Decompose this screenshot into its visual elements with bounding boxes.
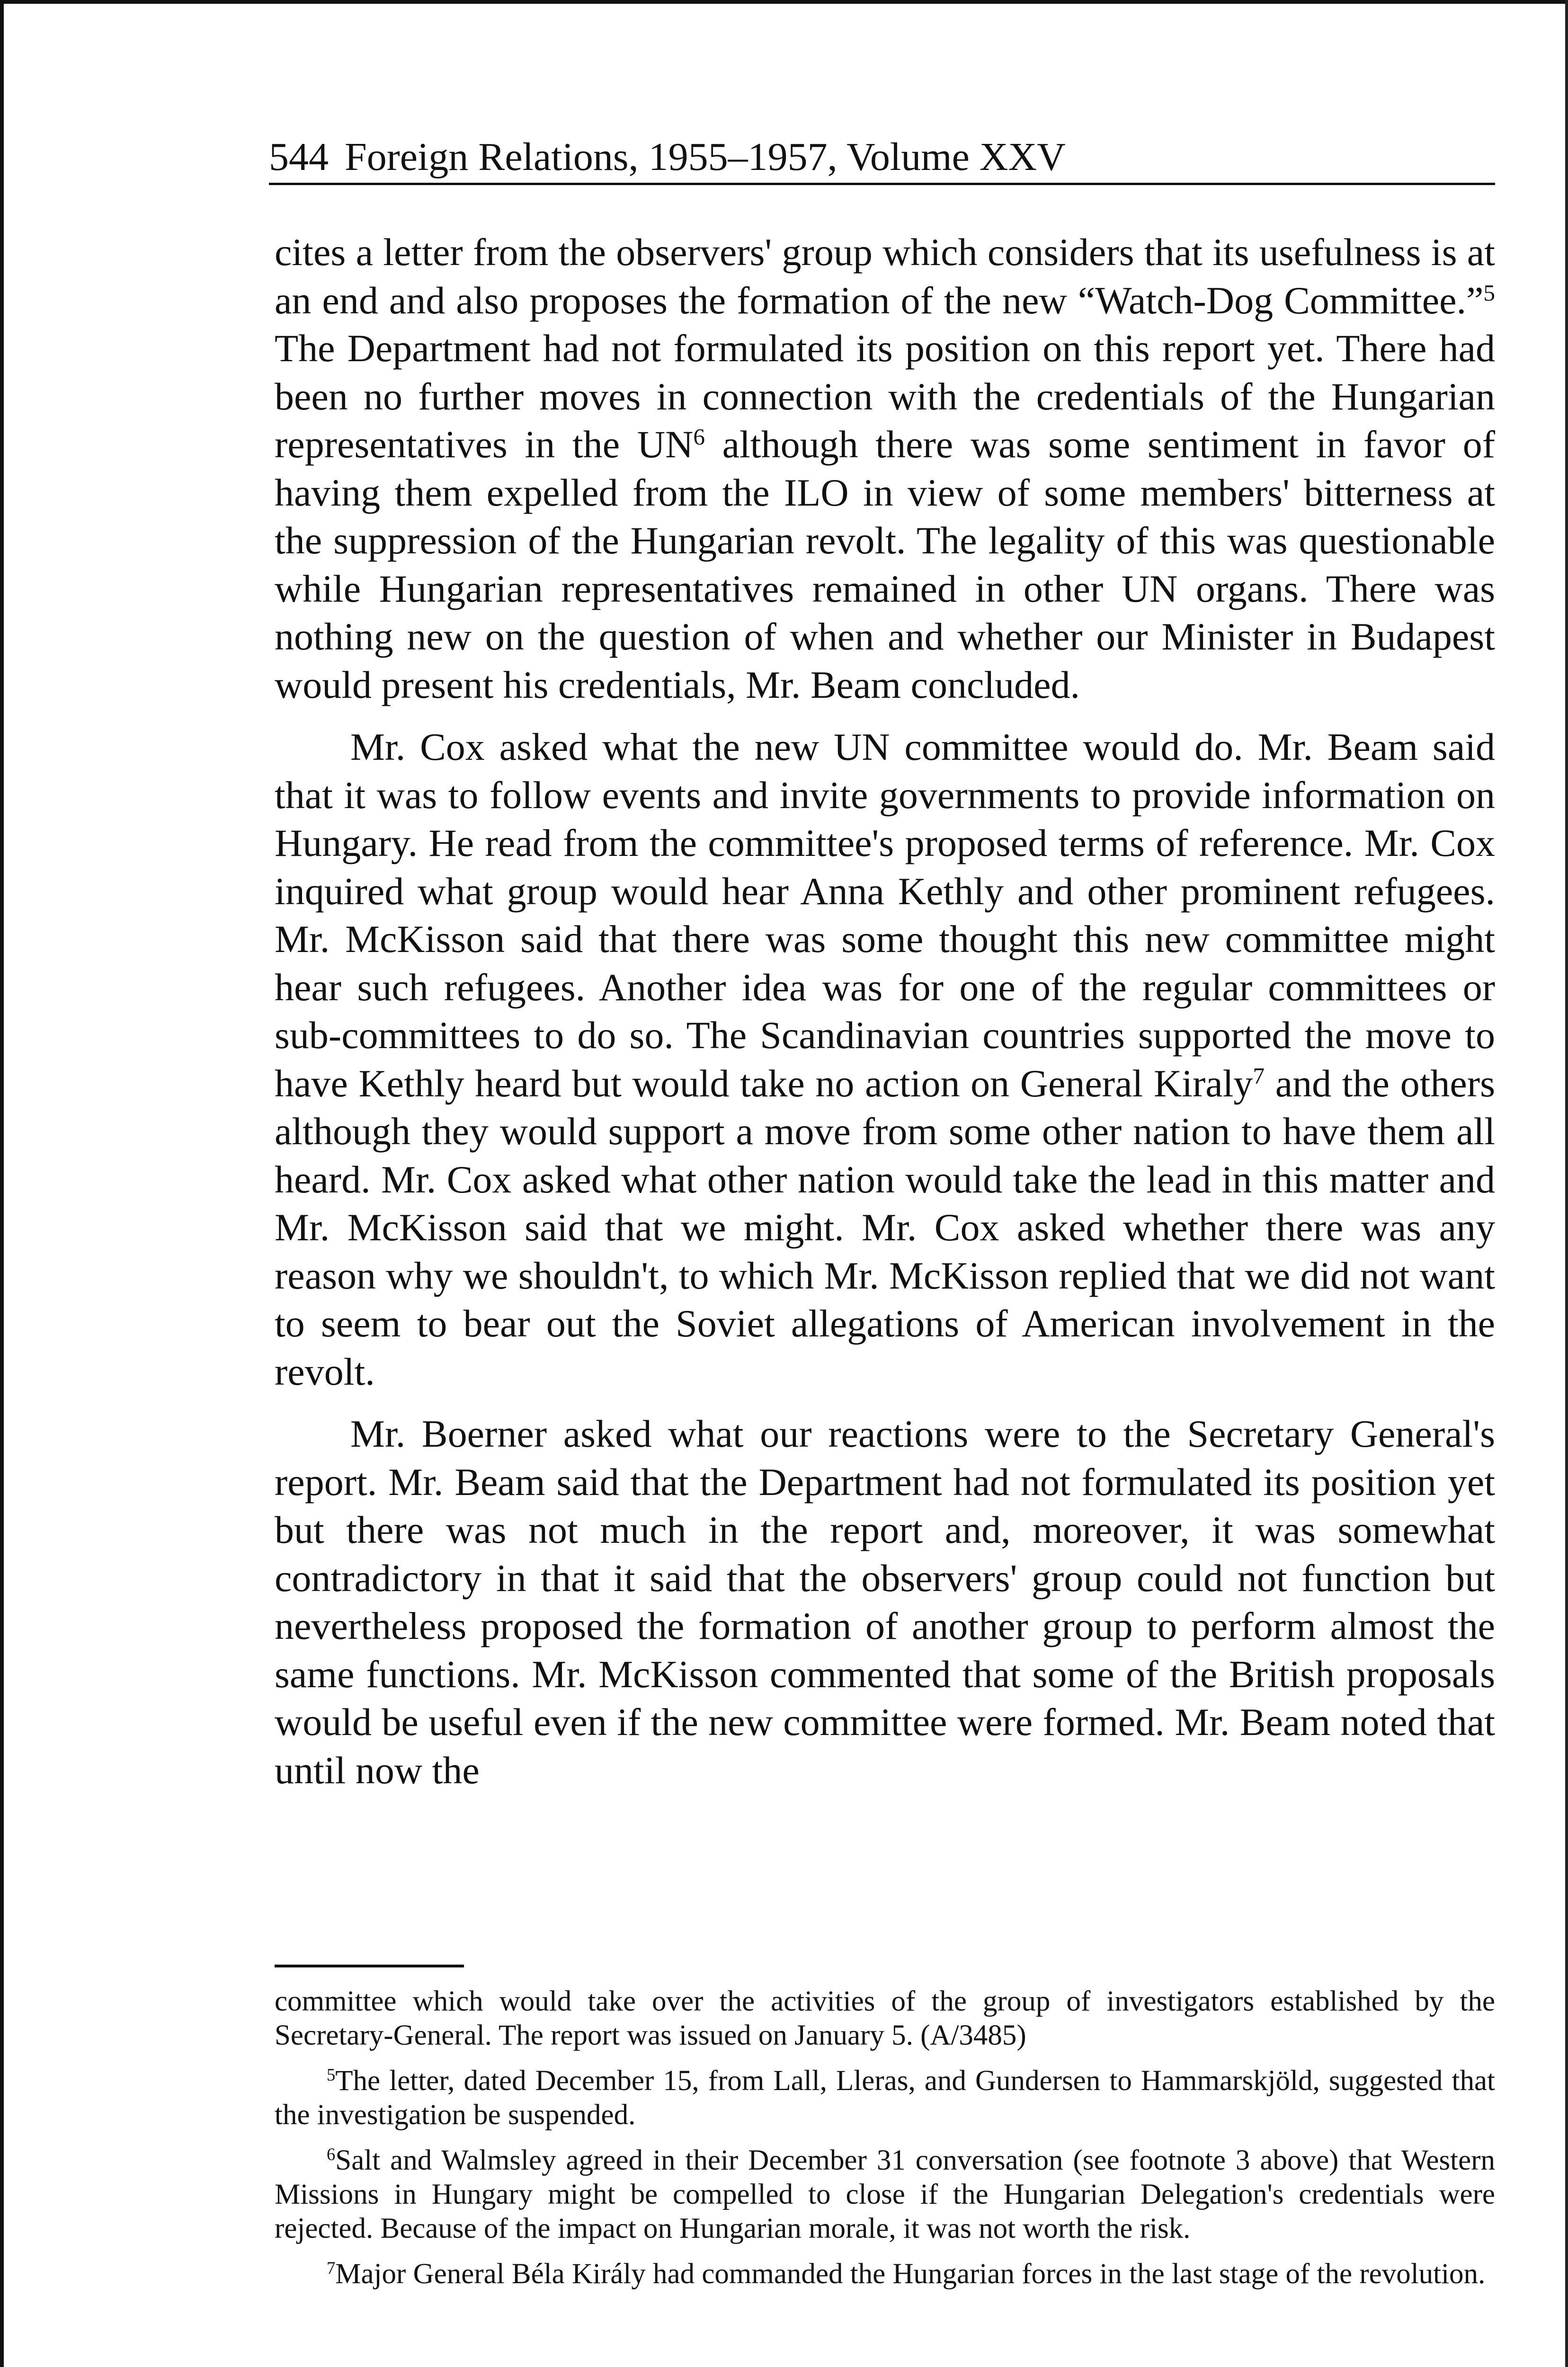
footnote-ref-6: 6 — [693, 423, 705, 450]
paragraph-1-part-c: although there was some sentiment in favor of having them expelled from the ILO in view of some members' bitterness at the suppression of the Hungarian revolt. The legality of this was questionable while Hungarian representatives remained in other UN organs. There was nothing new on the question of when and whether our Minister in Budapest would present his credentials, Mr. Beam concluded. — [275, 423, 1496, 706]
footnote-6-text: Salt and Walmsley agreed in their December 31 conversation (see footnote 3 above) that Western Missions in Hungary might be compelled to close if the Hungarian Delegation's credentials were rejected. Because of the impact on Hungarian morale, it was not worth the risk. — [275, 2145, 1495, 2244]
footnote-5 — [275, 2064, 1495, 2132]
footnote-ref-7: 7 — [1253, 1062, 1265, 1089]
scan-border-top — [0, 0, 1568, 4]
page-number: 544 — [269, 135, 329, 179]
footnote-5-text: The letter, dated December 15, from Lall, Lleras, and Gundersen to Hammarskjöld, suggested that the investigation be suspended. — [275, 2065, 1495, 2131]
running-title: Foreign Relations, 1955–1957, Volume XXV — [345, 135, 1066, 179]
scan-border-right — [1565, 0, 1568, 2367]
paragraph-1-part-a: cites a letter from the observers' group which considers that its usefulness is at an end and also proposes the formation of the new “Watch-Dog Committee.” — [275, 231, 1495, 322]
header-rule — [269, 183, 1495, 185]
footnote-continued: committee which would take over the activities of the group of investigators established by the Secretary-General. The report was issued on January 5. (A/3485) — [275, 1985, 1495, 2051]
footnote-6 — [275, 2144, 1495, 2246]
footnote-6-mark: 6 — [327, 2144, 336, 2164]
footnote-5-mark: 5 — [327, 2064, 336, 2084]
paragraph-1 — [275, 228, 1495, 709]
paragraph-1-part-b: The Department had not formulated its position on this report yet. There had been no further moves in connection with the credentials of the Hungarian representatives in the UN — [275, 327, 1495, 466]
footnote-7-mark: 7 — [327, 2258, 336, 2278]
body-text — [275, 228, 1495, 1808]
footnote-ref-5: 5 — [1483, 279, 1495, 306]
footnote-7-text: Major General Béla Király had commanded the Hungarian forces in the last stage of the revolution. — [335, 2258, 1486, 2290]
paragraph-2-part-a: Mr. Cox asked what the new UN committee would do. Mr. Beam said that it was to follow events and invite governments to provide information on Hungary. He read from the committee's proposed terms of reference. Mr. Cox inquired what group would hear Anna Kethly and other prominent refugees. Mr. McKisson said that there was some thought this new committee might hear such refugees. Another idea was for one of the regular committees or sub-committees to do so. The Scandinavian countries supported the move to have Kethly heard but would take no action on General Kiraly — [275, 725, 1495, 1105]
scan-border-left — [0, 0, 4, 2367]
paragraph-3: Mr. Boerner asked what our reactions were to the Secretary General's report. Mr. Beam said that the Department had not formulated its position yet but there was not much in the report and, moreover, it was somewhat contradictory in that it said that the observers' group could not function but nevertheless proposed the formation of another group to perform almost the same functions. Mr. McKisson commented that some of the British proposals would be useful even if the new committee were formed. Mr. Beam noted that until now the — [275, 1412, 1495, 1792]
footnotes — [275, 1984, 1495, 2303]
paragraph-2 — [275, 723, 1495, 1396]
footnote-7 — [275, 2257, 1495, 2291]
paragraph-2-part-b: and the others although they would support a move from some other nation to have them all heard. Mr. Cox asked what other nation would take the lead in this matter and Mr. McKisson said that we might. Mr. Cox asked whether there was any reason why we shouldn't, to which Mr. McKisson replied that we did not want to seem to bear out the Soviet allegations of American involvement in the revolt. — [275, 1061, 1496, 1393]
running-head — [269, 133, 1495, 181]
footnote-rule — [275, 1965, 464, 1967]
